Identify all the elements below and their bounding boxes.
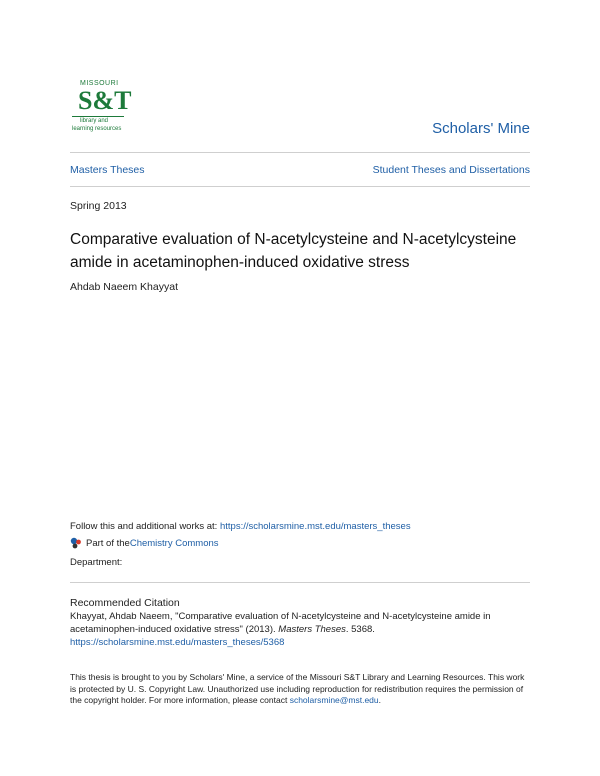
logo-mark: S&T — [78, 86, 132, 115]
rights-text: This thesis is brought to you by Scholars' Mine, a service of the Missouri S&T Library and Learning Resources. This work is protected by U. S. Copyright Law. Unauthorized use including reproduction for redistribution requires the permission of the copyright holder. For more information, please contact — [70, 672, 525, 705]
citation-heading: Recommended Citation — [70, 597, 180, 609]
part-of-line — [70, 537, 219, 549]
document-title: Comparative evaluation of N-acetylcysteine and N-acetylcysteine amide in acetaminophen-induced oxidative stress — [70, 231, 517, 271]
nav-divider — [70, 186, 530, 187]
chemistry-commons-link[interactable]: Chemistry Commons — [129, 537, 219, 549]
logo-top-text: MISSOURI — [80, 80, 119, 87]
follow-line — [70, 521, 411, 532]
follow-prefix: Follow this and additional works at: — [70, 521, 220, 532]
part-of-prefix: Part of the — [86, 537, 130, 549]
scholars-mine-link[interactable]: Scholars' Mine — [432, 120, 530, 137]
header-divider — [70, 152, 530, 153]
citation-text — [70, 610, 530, 649]
masters-theses-link[interactable]: Masters Theses — [70, 164, 145, 176]
missouri-st-logo — [70, 80, 132, 136]
department-label: Department: — [70, 557, 123, 568]
rights-statement — [70, 672, 530, 707]
author-name: Ahdab Naeem Khayyat — [70, 281, 178, 293]
citation-body: Khayyat, Ahdab Naeem, "Comparative evaluation of N-acetylcysteine and N-acetylcysteine amide in acetaminophen-induced oxidative stress" (2013). — [70, 611, 491, 635]
citation-url-link[interactable]: https://scholarsmine.mst.edu/masters_theses/5368 — [70, 637, 285, 648]
citation-divider — [70, 582, 530, 583]
logo-divider — [72, 116, 124, 117]
student-theses-link[interactable]: Student Theses and Dissertations — [372, 164, 530, 176]
network-icon — [70, 537, 82, 549]
citation-end: . 5368. — [345, 624, 375, 635]
publication-date: Spring 2013 — [70, 200, 127, 212]
collection-url-link[interactable]: https://scholarsmine.mst.edu/masters_theses — [219, 521, 411, 532]
contact-email-link[interactable]: scholarsmine@mst.edu — [289, 695, 379, 705]
logo-line2: learning resources — [72, 126, 122, 132]
logo-line1: library and — [80, 118, 109, 124]
rights-end: . — [378, 695, 382, 705]
citation-journal: Masters Theses — [278, 624, 346, 635]
